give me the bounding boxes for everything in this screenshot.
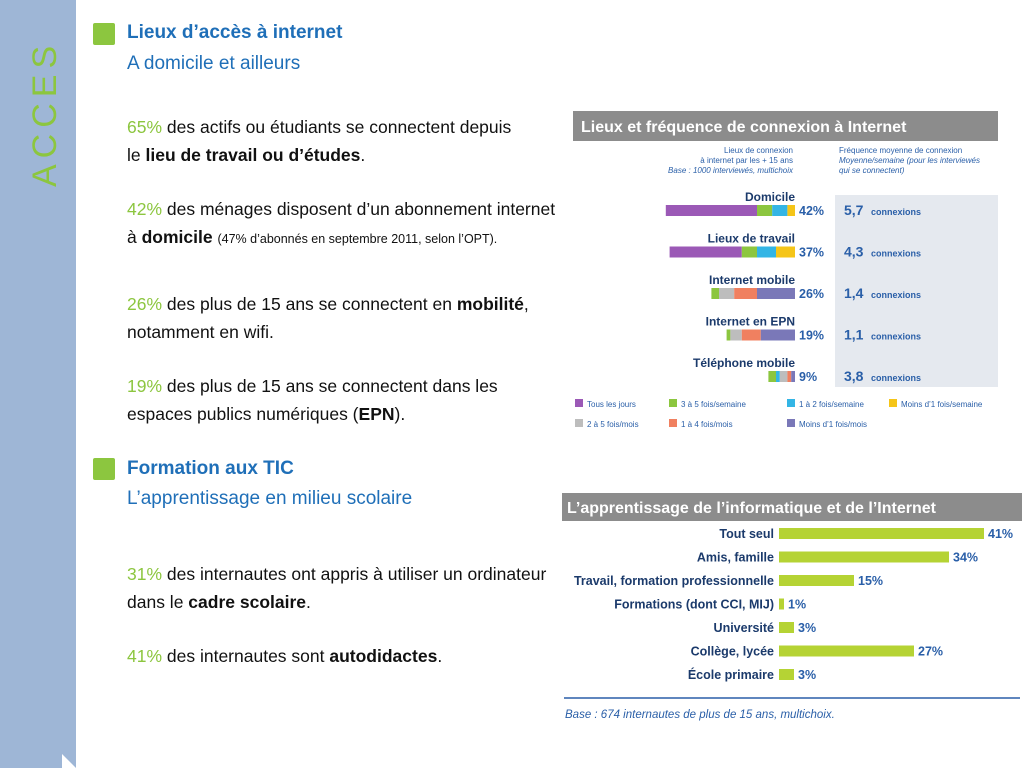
- bar-segment: [719, 288, 734, 299]
- learning-chart: [562, 493, 1022, 723]
- section2-title: Formation aux TIC: [127, 458, 294, 479]
- total-label: 42%: [799, 204, 825, 218]
- category-label: École primaire: [687, 668, 774, 682]
- frequency-unit: connexions: [871, 373, 922, 383]
- legend-label: Tous les jours: [587, 400, 636, 409]
- category-label: Formations (dont CCI, MIJ): [614, 597, 774, 612]
- stat-paragraph: [127, 113, 527, 169]
- stat-text: , notamment en wifi.: [127, 294, 529, 342]
- chart-header-left: Lieux de connexion: [724, 146, 793, 155]
- chart-title: L’apprentissage de l’informatique et de l’Internet: [567, 500, 936, 517]
- stat-bold: cadre scolaire: [188, 592, 307, 612]
- frequency-unit: connexions: [871, 331, 922, 342]
- bar-segment: [711, 288, 719, 299]
- stat-bold: mobilité: [456, 294, 524, 314]
- total-label: 9%: [799, 370, 818, 384]
- bar-segment: [734, 288, 757, 299]
- category-label: Téléphone mobile: [692, 356, 795, 370]
- sidebar: [0, 0, 76, 768]
- legend-swatch: [787, 399, 795, 407]
- frequency-value: 3,8: [844, 368, 864, 384]
- frequency-unit: connexions: [871, 207, 922, 217]
- legend-swatch: [889, 399, 897, 407]
- legend-label: 1 à 2 fois/semaine: [799, 400, 864, 409]
- sidebar-fold: [62, 754, 76, 768]
- section1-bullet-icon: [93, 23, 115, 45]
- section1-title: Lieux d’accès à internet: [127, 22, 343, 43]
- legend-label: 1 à 4 fois/mois: [681, 420, 733, 429]
- data-label: 3%: [798, 668, 817, 682]
- bar-segment: [757, 247, 776, 258]
- stat-text: des internautes ont appris à utiliser un ordinateur dans le: [127, 564, 547, 612]
- category-label: Domicile: [744, 190, 795, 204]
- bar-segment: [761, 330, 795, 341]
- category-label: Collège, lycée: [690, 644, 774, 659]
- stat-paragraph: [127, 372, 567, 428]
- stat-text: .: [437, 646, 443, 666]
- stat-bold: EPN: [358, 404, 395, 424]
- data-label: 15%: [858, 574, 884, 588]
- bar-segment: [757, 205, 772, 216]
- stat-text: des internautes sont: [162, 646, 330, 666]
- bar-segment: [730, 330, 741, 341]
- chart-header-right: Moyenne/semaine (pour les interviewés: [839, 156, 980, 165]
- stat-text: .: [306, 592, 311, 612]
- bar-segment: [776, 247, 795, 258]
- legend-label: Moins d’1 fois/mois: [799, 420, 868, 429]
- bar-segment: [787, 371, 791, 382]
- bar-segment: [787, 205, 795, 216]
- stat-text: .: [360, 145, 366, 165]
- stat-percent: 19%: [127, 376, 163, 396]
- chart-footnote: Base : 674 internautes de plus de 15 ans, multichoix.: [565, 709, 835, 721]
- chart-header-right: qui se connectent): [839, 166, 905, 175]
- data-label: 3%: [798, 621, 817, 635]
- frequency-value: 1,1: [844, 326, 864, 343]
- legend-label: Moins d’1 fois/semaine: [901, 400, 983, 409]
- section2-bullet-icon: [93, 458, 115, 480]
- bar-segment: [780, 371, 788, 382]
- category-label: Travail, formation professionnelle: [573, 574, 774, 588]
- stat-paragraph: [127, 642, 547, 670]
- frequency-unit: connexions: [871, 248, 922, 259]
- stat-percent: 31%: [127, 564, 163, 584]
- legend-swatch: [669, 419, 677, 427]
- stat-percent: 26%: [127, 294, 163, 314]
- bar: [779, 669, 794, 680]
- stat-percent: 42%: [127, 199, 163, 219]
- stat-text: des plus de 15 ans se connectent dans les espaces publics numériques (: [127, 376, 498, 424]
- bar-segment: [772, 205, 787, 216]
- bar-segment: [757, 288, 795, 299]
- stat-percent: 41%: [127, 646, 163, 666]
- category-label: Lieux de travail: [707, 231, 795, 246]
- legend-label: 2 à 5 fois/mois: [587, 420, 639, 429]
- bar: [779, 528, 984, 539]
- data-label: 34%: [953, 550, 979, 565]
- legend-swatch: [669, 399, 677, 407]
- stat-text: ).: [394, 404, 406, 424]
- category-label: Internet en EPN: [705, 314, 795, 329]
- total-label: 19%: [799, 328, 825, 343]
- category-label: Université: [713, 621, 774, 635]
- stat-paragraph: [127, 290, 547, 346]
- stat-bold: lieu de travail ou d’études: [145, 145, 361, 165]
- data-label: 27%: [918, 644, 944, 659]
- stat-paragraph: [127, 560, 547, 616]
- bar: [779, 599, 784, 610]
- bar-segment: [666, 205, 757, 216]
- frequency-value: 5,7: [844, 202, 864, 218]
- chart-title: Lieux et fréquence de connexion à Internet: [581, 119, 907, 136]
- connection-places-chart: [573, 111, 998, 431]
- chart-header-left: Base : 1000 interviewés, multichoix: [668, 166, 793, 175]
- stat-bold: autodidactes: [329, 646, 438, 666]
- chart-header-left: à internet par les + 15 ans: [700, 156, 793, 165]
- bar: [779, 646, 914, 657]
- frequency-value: 1,4: [844, 285, 864, 301]
- legend-label: 3 à 5 fois/semaine: [681, 400, 746, 409]
- category-label: Amis, famille: [696, 550, 774, 565]
- section1-subtitle: A domicile et ailleurs: [127, 53, 301, 74]
- legend-swatch: [575, 419, 583, 427]
- bar-segment: [768, 371, 776, 382]
- total-label: 26%: [799, 287, 825, 301]
- bar: [779, 552, 949, 563]
- stat-text: des actifs ou étudiants se connectent depuis le: [127, 117, 512, 165]
- category-label: Tout seul: [719, 527, 774, 541]
- bar-segment: [670, 247, 742, 258]
- bar-segment: [776, 371, 780, 382]
- stat-bold: domicile: [141, 227, 213, 247]
- stat-text: des ménages disposent d’un abonnement internet à: [127, 199, 556, 247]
- vertical-title: ACCES: [26, 39, 64, 187]
- data-label: 41%: [988, 527, 1014, 541]
- legend-swatch: [787, 419, 795, 427]
- total-label: 37%: [799, 245, 825, 260]
- data-label: 1%: [788, 597, 807, 612]
- bar: [779, 622, 794, 633]
- bar-segment: [742, 247, 757, 258]
- frequency-unit: connexions: [871, 290, 922, 300]
- chart-header-right: Fréquence moyenne de connexion: [839, 146, 963, 155]
- bar-segment: [791, 371, 795, 382]
- bar: [779, 575, 854, 586]
- stat-text: des plus de 15 ans se connectent en: [162, 294, 457, 314]
- stat-note: (47% d’abonnés en septembre 2011, selon l’OPT).: [217, 232, 498, 246]
- frequency-value: 4,3: [844, 243, 864, 260]
- stat-percent: 65%: [127, 117, 163, 137]
- category-label: Internet mobile: [708, 273, 795, 287]
- bar-segment: [742, 330, 761, 341]
- section2-subtitle: L’apprentissage en milieu scolaire: [127, 488, 413, 509]
- legend-swatch: [575, 399, 583, 407]
- bar-segment: [727, 330, 731, 341]
- stat-paragraph: [127, 195, 567, 253]
